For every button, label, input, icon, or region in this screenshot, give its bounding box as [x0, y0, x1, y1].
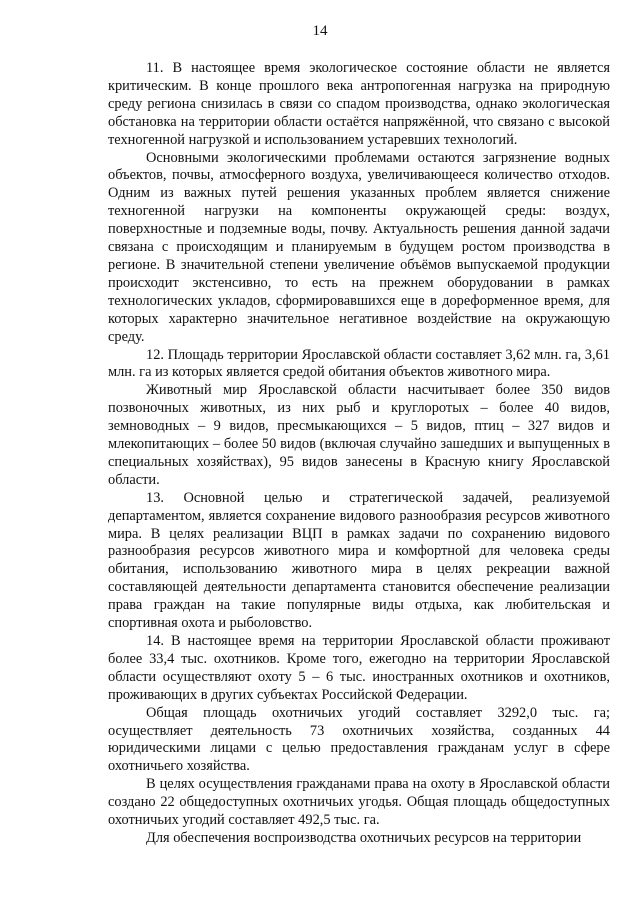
paragraph-public-hunting-grounds: В целях осуществления гражданами права на охоту в Ярославской области создано 22 общедоступных охотничьих угодья. Общая площадь общедоступных охотничьих угодий составляет 492,5 тыс. га. [108, 776, 610, 829]
page-number: 14 [312, 23, 328, 39]
paragraph-12-territory-area: 12. Площадь территории Ярославской области составляет 3,62 млн. га, 3,61 млн. га из которых является средой обитания объектов животного мира. [108, 346, 610, 381]
paragraph-ecological-problems: Основными экологическими проблемами остаются загрязнение водных объектов, почвы, атмосферного воздуха, увеличивающееся количество отходов. Одним из важных путей решения указанных проблем является снижение техногенной нагрузки на компоненты окружающей среды: воздух, поверхностные и подземные воды, почву. Актуальность решения данной задачи связана с происходящим и планируемым в будущем ростом производства в регионе. В значительной степени увеличение объёмов выпускаемой продукции происходит экстенсивно, то есть на прежнем оборудовании в рамках технологических укладов, сформировавшихся еще в дореформенное время, для которых характерно значительное негативное воздействие на окружающую среду. [108, 149, 610, 345]
paragraph-fauna: Животный мир Ярославской области насчитывает более 350 видов позвоночных животных, из них рыб и круглоротых – более 40 видов, земноводных – 9 видов, пресмыкающихся – 5 видов, птиц – 327 видов и млекопитающих – более 50 видов (включая случайно зашедших и выпущенных в специальных хозяйствах), 95 видов занесены в Красную книгу Ярославской области. [108, 382, 610, 488]
paragraph-13-goal: 13. Основной целью и стратегической задачей, реализуемой департаментом, является сохранение видового разнообразия ресурсов животного мира. В целях реализации ВЦП в рамках задачи по сохранению видового разнообразия ресурсов животного мира и комфортной для человека среды обитания, использованию животного мира в целях рекреации важной составляющей деятельности департамента становится обеспечение реализации права граждан на такие популярные виды отдыха, как любительская и спортивная охота и рыболовство. [108, 489, 610, 632]
document-body [108, 60, 610, 848]
paragraph-11-ecology: 11. В настоящее время экологическое состояние области не является критическим. В конце прошлого века антропогенная нагрузка на природную среду региона снизилась в связи со спадом производства, однако экологическая обстановка на территории области остаётся напряжённой, что связано с высокой техногенной нагрузкой и использованием устаревших технологий. [108, 60, 610, 148]
paragraph-hunting-grounds-area: Общая площадь охотничьих угодий составляет 3292,0 тыс. га; осуществляет деятельность 73 охотничьих хозяйства, созданных 44 юридическими лицами с целью предоставления гражданам услуг в сфере охотничьего хозяйства. [108, 704, 610, 775]
paragraph-14-hunters: 14. В настоящее время на территории Ярославской области проживают более 33,4 тыс. охотников. Кроме того, ежегодно на территории Ярославской области осуществляют охоту 5 – 6 тыс. иностранных охотников и охотников, проживающих в других субъектах Российской Федерации. [108, 633, 610, 703]
paragraph-reproduction: Для обеспечения воспроизводства охотничьих ресурсов на территории [146, 829, 582, 846]
